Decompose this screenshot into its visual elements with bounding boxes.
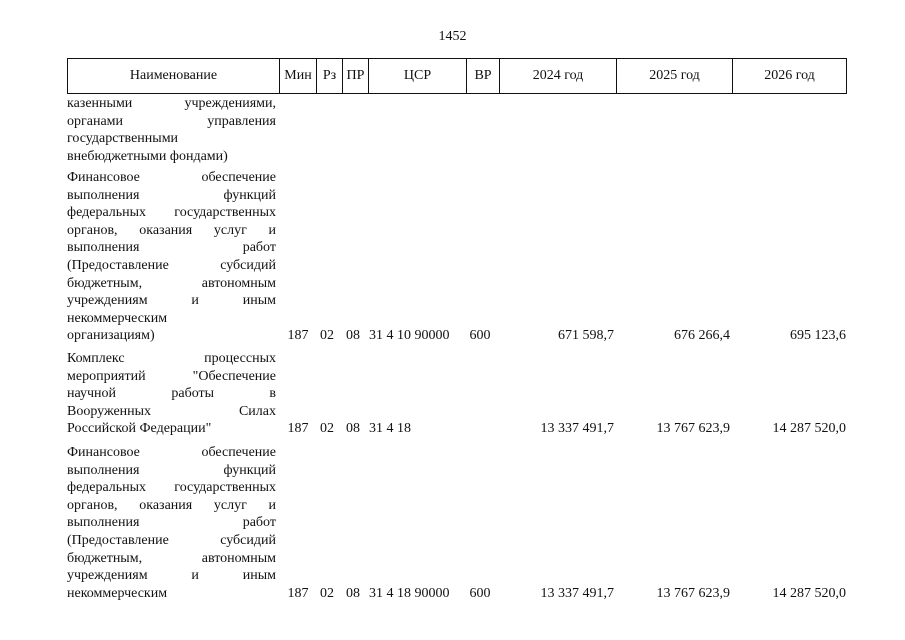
- cell-min: 187: [287, 328, 309, 344]
- cell-2024: 13 337 491,7: [540, 421, 614, 437]
- cell-2025: 13 767 623,9: [656, 585, 730, 601]
- header-vr: ВР: [466, 59, 499, 93]
- header-2025: 2025 год: [616, 59, 732, 93]
- name-line: органов, оказания услуг и: [67, 497, 276, 513]
- cell-rz: 02: [320, 328, 334, 344]
- cell-2026: 695 123,6: [790, 328, 846, 344]
- row-name: [67, 169, 276, 345]
- name-line: некоммерческим: [67, 310, 168, 326]
- cell-min: 187: [287, 421, 309, 437]
- cell-2024: 13 337 491,7: [540, 585, 614, 601]
- cell-csr: 31 4 18: [369, 421, 411, 437]
- header-2026: 2026 год: [732, 59, 846, 93]
- cell-min: 187: [287, 585, 309, 601]
- cell-csr: 31 4 10 90000: [369, 328, 450, 344]
- header-rz: Рз: [316, 59, 342, 93]
- cell-pr: 08: [346, 328, 360, 344]
- name-line: выполнения функций: [67, 187, 276, 203]
- name-line: учреждениям и иным: [67, 568, 276, 584]
- cell-csr: 31 4 18 90000: [369, 585, 450, 601]
- name-line: федеральных государственных: [67, 480, 276, 496]
- name-line: Российской Федерации": [67, 421, 212, 437]
- name-line: выполнения функций: [67, 462, 276, 478]
- name-line: научной работы в: [67, 386, 276, 402]
- name-line: некоммерческим: [67, 585, 168, 601]
- header-name: Наименование: [129, 68, 218, 83]
- name-line: (Предоставление субсидий: [67, 532, 276, 548]
- cell-rz: 02: [320, 585, 334, 601]
- name-line: государственными: [67, 131, 179, 147]
- row-name: [67, 95, 276, 165]
- name-line: Финансовое обеспечение: [67, 170, 276, 185]
- name-line: органов, оказания услуг и: [67, 222, 276, 238]
- cell-2024: 671 598,7: [558, 328, 614, 344]
- name-line: бюджетным, автономным: [67, 550, 276, 566]
- row-name: [67, 444, 276, 602]
- cell-2026: 14 287 520,0: [772, 421, 846, 437]
- name-line: организациям): [67, 328, 155, 344]
- name-line: Комплекс процессных: [67, 351, 276, 366]
- cell-2025: 13 767 623,9: [656, 421, 730, 437]
- name-line: федеральных государственных: [67, 205, 276, 221]
- cell-vr: 600: [469, 585, 491, 601]
- table-header: [67, 58, 847, 94]
- name-line: (Предоставление субсидий: [67, 257, 276, 273]
- header-csr: ЦСР: [368, 59, 466, 93]
- cell-vr: 600: [469, 328, 491, 344]
- cell-pr: 08: [346, 421, 360, 437]
- header-pr: ПР: [342, 59, 368, 93]
- cell-2026: 14 287 520,0: [772, 585, 846, 601]
- name-line: бюджетным, автономным: [67, 275, 276, 291]
- cell-pr: 08: [346, 585, 360, 601]
- cell-rz: 02: [320, 421, 334, 437]
- name-line: Финансовое обеспечение: [67, 445, 276, 460]
- name-line: выполнения работ: [67, 240, 276, 256]
- page-number: 1452: [438, 29, 467, 44]
- cell-2025: 676 266,4: [674, 328, 730, 344]
- header-2024: 2024 год: [499, 59, 616, 93]
- name-line: органами управления: [67, 113, 276, 129]
- header-min: Мин: [279, 59, 316, 93]
- name-line: Вооруженных Силах: [67, 403, 276, 419]
- row-name: [67, 350, 276, 438]
- name-line: учреждениям и иным: [67, 293, 276, 309]
- name-line: выполнения работ: [67, 515, 276, 531]
- name-line: казенными учреждениями,: [67, 96, 276, 111]
- name-line: мероприятий "Обеспечение: [67, 368, 276, 384]
- name-line: внебюджетными фондами): [67, 148, 228, 164]
